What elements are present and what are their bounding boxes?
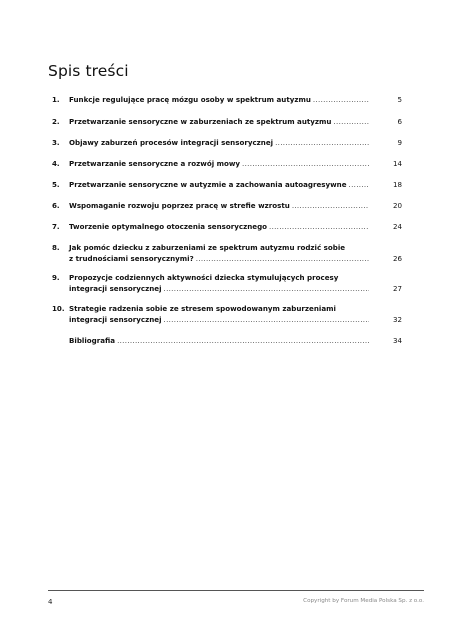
toc-entry-number: 1. xyxy=(52,95,60,104)
footer-page-number: 4 xyxy=(48,598,53,606)
toc-entry-page: 26 xyxy=(392,254,402,263)
toc-dot-leader xyxy=(333,116,369,127)
toc-entry-title-line: integracji sensorycznej xyxy=(69,284,162,293)
toc-entry-title-line: Przetwarzanie sensoryczne a rozwój mowy xyxy=(69,159,241,168)
toc-entry-title-line: Przetwarzanie sensoryczne w zaburzeniach ze spektrum autyzmu xyxy=(69,117,332,126)
toc-entry-page: 24 xyxy=(392,222,402,231)
toc-dot-leader xyxy=(164,314,369,325)
toc-entry-page: 6 xyxy=(397,117,402,126)
toc-entry-title xyxy=(69,179,369,190)
toc-entry-page: 14 xyxy=(392,159,402,168)
toc-entry-page: 18 xyxy=(392,180,402,189)
toc-entry-number: 4. xyxy=(52,159,60,168)
toc-entry-page: 34 xyxy=(392,336,402,345)
toc-entry-title-line: Wspomaganie rozwoju poprzez pracę w strefie wzrostu xyxy=(69,201,290,210)
toc-entry-page: 27 xyxy=(392,284,402,293)
toc-entry-page: 32 xyxy=(392,315,402,324)
toc-entry-title-line: Propozycje codziennych aktywności dziecka stymulujących procesy xyxy=(69,273,339,282)
toc-entry-number: 2. xyxy=(52,117,60,126)
toc-dot-leader xyxy=(292,200,369,211)
toc-entry-title xyxy=(69,116,369,127)
toc-entry-number: 8. xyxy=(52,243,60,252)
toc-entry-title xyxy=(69,303,369,325)
toc-entry-title-line: Jak pomóc dziecku z zaburzeniami ze spektrum autyzmu rodzić sobie xyxy=(69,243,346,252)
toc-entry-title-line: Objawy zaburzeń procesów integracji sensorycznej xyxy=(69,138,274,147)
toc-entry-number: 9. xyxy=(52,273,60,282)
toc-entry-title xyxy=(69,158,369,169)
toc-entry-title xyxy=(69,200,369,211)
toc-entry-title-line: Bibliografia xyxy=(69,336,116,345)
toc-dot-leader xyxy=(117,335,369,346)
toc-entry-page: 9 xyxy=(397,138,402,147)
toc-entry-number: 5. xyxy=(52,180,60,189)
toc-dot-leader xyxy=(242,158,369,169)
toc-entry-title-line: Strategie radzenia sobie ze stresem spowodowanym zaburzeniami xyxy=(69,304,336,313)
toc-entry-page: 20 xyxy=(392,201,402,210)
toc-dot-leader xyxy=(269,221,369,232)
toc-entry-title-line: Przetwarzanie sensoryczne w autyzmie a zachowania autoagresywne xyxy=(69,180,347,189)
toc-dot-leader xyxy=(196,253,369,264)
page-title: Spis treści xyxy=(48,62,129,80)
footer-divider xyxy=(48,590,424,591)
toc-entry-title xyxy=(69,94,369,105)
toc-dot-leader xyxy=(313,94,369,105)
toc-entry-title xyxy=(69,221,369,232)
toc-dot-leader xyxy=(275,137,369,148)
toc-entry-title xyxy=(69,335,369,346)
toc-entry-title-line: Funkcje regulujące pracę mózgu osoby w spektrum autyzmu xyxy=(69,95,311,104)
toc-entry-number: 6. xyxy=(52,201,60,210)
toc-entry-title-line: Tworzenie optymalnego otoczenia sensorycznego xyxy=(69,222,268,231)
toc-entry-title-line: integracji sensorycznej xyxy=(69,315,162,324)
toc-entry-title xyxy=(69,242,369,264)
toc-dot-leader xyxy=(349,179,369,190)
toc-entry-page: 5 xyxy=(397,95,402,104)
footer-copyright: Copyright by Forum Media Polska Sp. z o.o. xyxy=(303,598,424,604)
toc-entry-title xyxy=(69,137,369,148)
toc-entry-number: 7. xyxy=(52,222,60,231)
toc-entry-number: 3. xyxy=(52,138,60,147)
toc-entry-title-line: z trudnościami sensorycznymi? xyxy=(69,254,194,263)
toc-entry-title xyxy=(69,272,369,294)
toc-entry-number: 10. xyxy=(52,304,65,313)
toc-dot-leader xyxy=(164,283,369,294)
